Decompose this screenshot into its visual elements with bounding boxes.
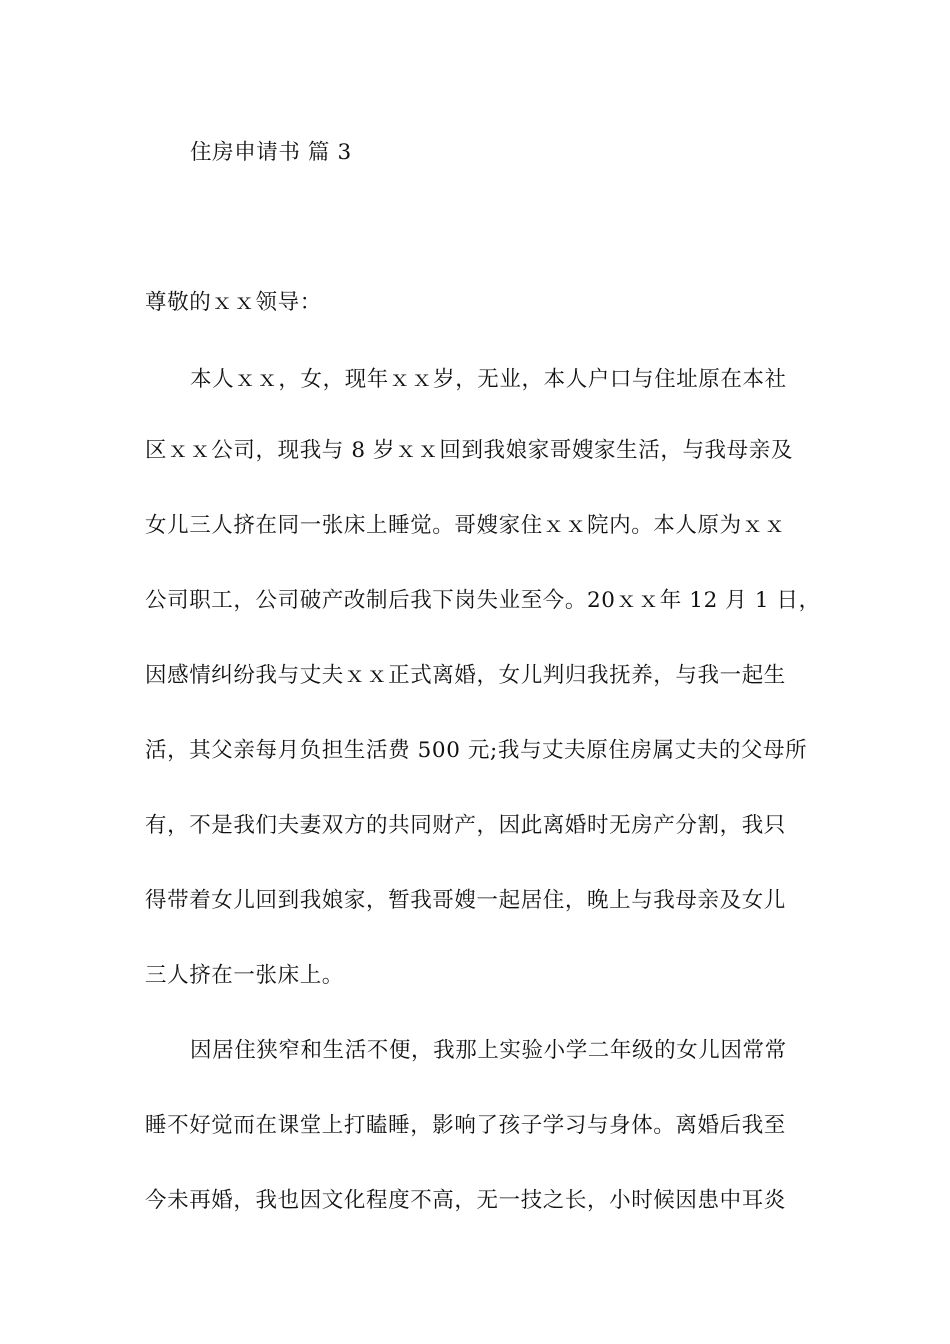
- paragraph-1-line-2: 区ｘｘ公司，现我与 8 岁ｘｘ回到我娘家哥嫂家生活，与我母亲及: [145, 438, 793, 463]
- paragraph-1-line-9: 三人挤在一张床上。: [145, 963, 344, 988]
- paragraph-1-line-3: 女儿三人挤在同一张床上睡觉。哥嫂家住ｘｘ院内。本人原为ｘｘ: [145, 513, 786, 538]
- paragraph-2-line-2: 睡不好觉而在课堂上打瞌睡，影响了孩子学习与身体。离婚后我至: [145, 1113, 786, 1138]
- paragraph-2-line-1: 因居住狭窄和生活不便，我那上实验小学二年级的女儿因常常: [190, 1038, 787, 1063]
- salutation: 尊敬的ｘｘ领导：: [145, 290, 322, 315]
- document-title: 住房申请书 篇 3: [190, 140, 352, 165]
- paragraph-1-line-8: 得带着女儿回到我娘家，暂我哥嫂一起居住，晚上与我母亲及女儿: [145, 888, 786, 913]
- paragraph-1-line-1: 本人ｘｘ，女，现年ｘｘ岁，无业，本人户口与住址原在本社: [190, 367, 787, 392]
- paragraph-1-line-5: 因感情纠纷我与丈夫ｘｘ正式离婚，女儿判归我抚养，与我一起生: [145, 663, 786, 688]
- paragraph-1-line-7: 有，不是我们夫妻双方的共同财产，因此离婚时无房产分割，我只: [145, 813, 786, 838]
- paragraph-2-line-3: 今未再婚，我也因文化程度不高，无一技之长，小时候因患中耳炎: [145, 1188, 786, 1213]
- paragraph-1-line-4: 公司职工，公司破产改制后我下岗失业至今。20ｘｘ年 12 月 1 日，: [145, 588, 821, 613]
- paragraph-1-line-6: 活，其父亲每月负担生活费 500 元;我与丈夫原住房属丈夫的父母所: [145, 738, 808, 763]
